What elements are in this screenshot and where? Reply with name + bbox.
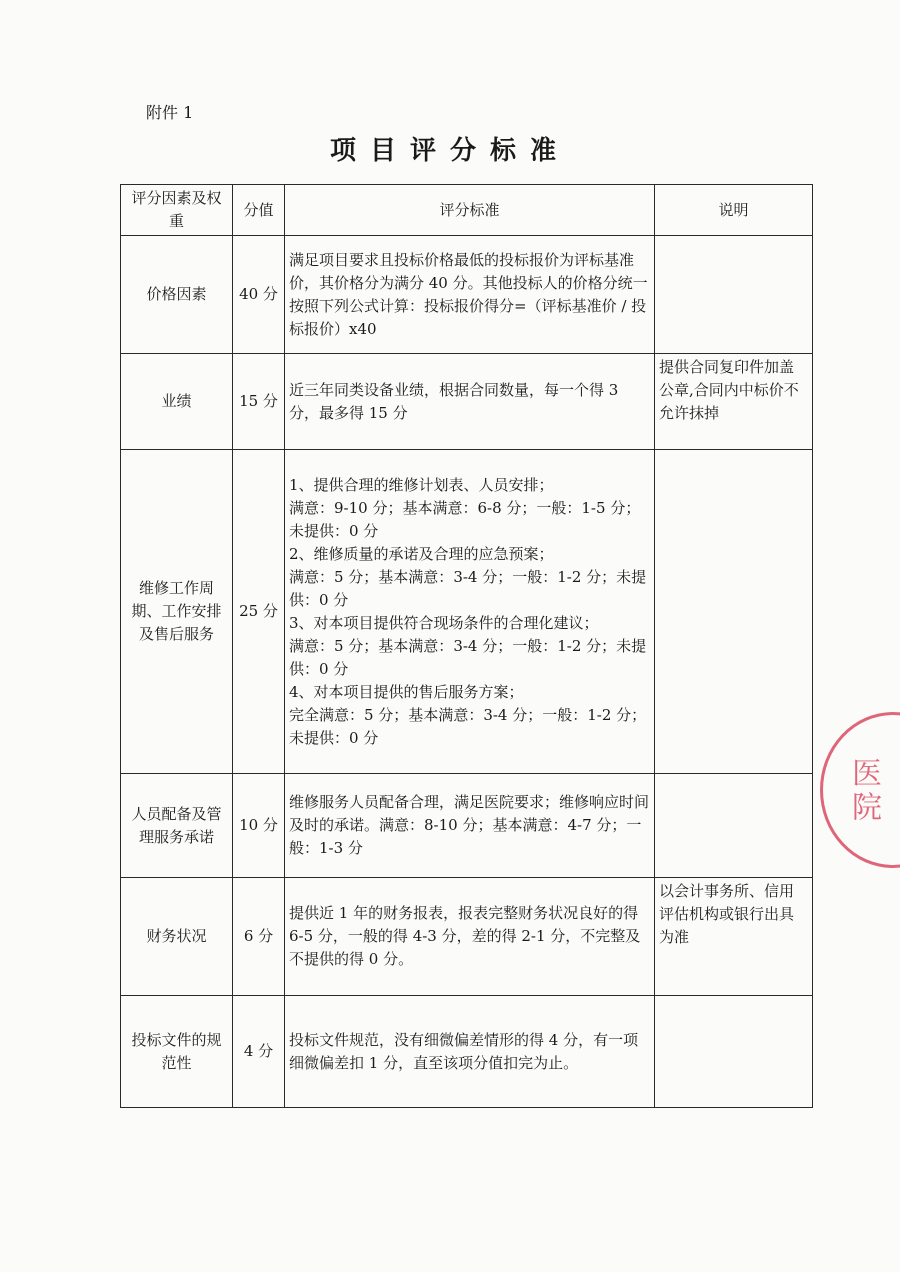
note-cell xyxy=(655,774,813,878)
criteria-line: 完全满意：5 分；基本满意：3-4 分；一般：1-2 分；未提供：0 分 xyxy=(289,705,647,747)
criteria-line: 满意：5 分；基本满意：3-4 分；一般：1-2 分；未提供：0 分 xyxy=(289,567,647,609)
criteria-line: 维修服务人员配备合理，满足医院要求；维修响应时间及时的承诺。满意：8-10 分；基本满意：4-7 分；一般：1-3 分 xyxy=(289,793,650,857)
table-row xyxy=(121,996,813,1108)
table-row xyxy=(121,774,813,878)
table-row xyxy=(121,450,813,774)
points-cell: 6 分 xyxy=(233,878,285,996)
header-criteria: 评分标准 xyxy=(285,185,655,236)
table-row xyxy=(121,236,813,354)
note-cell: 以会计事务所、信用评估机构或银行出具为准 xyxy=(655,878,813,996)
note-cell xyxy=(655,996,813,1108)
note-cell: 提供合同复印件加盖公章,合同内中标价不允许抹掉 xyxy=(655,354,813,450)
factor-cell: 投标文件的规范性 xyxy=(121,996,233,1108)
table-row xyxy=(121,878,813,996)
criteria-line: 2、维修质量的承诺及合理的应急预案； xyxy=(289,544,554,563)
criteria-line: 3、对本项目提供符合现场条件的合理化建议； xyxy=(289,613,599,632)
criteria-line: 近三年同类设备业绩，根据合同数量，每一个得 3 分，最多得 15 分 xyxy=(289,380,619,422)
page-title: 项目评分标准 xyxy=(329,136,570,166)
scoring-table xyxy=(120,184,813,1108)
criteria-line: 1、提供合理的维修计划表、人员安排； xyxy=(289,475,554,494)
points-cell: 40 分 xyxy=(233,236,285,354)
criteria-cell xyxy=(285,996,655,1108)
header-factor: 评分因素及权重 xyxy=(121,185,233,236)
factor-cell: 维修工作周期、工作安排及售后服务 xyxy=(121,450,233,774)
factor-cell: 价格因素 xyxy=(121,236,233,354)
header-note: 说明 xyxy=(655,185,813,236)
factor-cell: 业绩 xyxy=(121,354,233,450)
criteria-cell xyxy=(285,774,655,878)
criteria-line: 4、对本项目提供的售后服务方案； xyxy=(289,682,524,701)
criteria-line: 提供近 1 年的财务报表，报表完整财务状况良好的得 6-5 分，一般的得 4-3 分，差的得 2-1 分，不完整及不提供的得 0 分。 xyxy=(289,904,641,968)
criteria-line: 满足项目要求且投标价格最低的投标报价为评标基准价，其价格分为满分 40 分。其他投标人的价格分统一按照下列公式计算：投标报价得分=（评标基准价 / 投标报价）x40 xyxy=(289,250,648,338)
criteria-cell xyxy=(285,354,655,450)
points-cell: 10 分 xyxy=(233,774,285,878)
points-cell: 15 分 xyxy=(233,354,285,450)
table-row xyxy=(121,354,813,450)
criteria-line: 投标文件规范，没有细微偏差情形的得 4 分，有一项细微偏差扣 1 分，直至该项分值扣完为止。 xyxy=(289,1030,639,1072)
header-points: 分值 xyxy=(233,185,285,236)
points-cell: 4 分 xyxy=(233,996,285,1108)
attachment-label: 附件 1 xyxy=(146,103,194,122)
note-cell xyxy=(655,450,813,774)
criteria-cell xyxy=(285,450,655,774)
note-cell xyxy=(655,236,813,354)
points-cell: 25 分 xyxy=(233,450,285,774)
criteria-cell xyxy=(285,236,655,354)
criteria-cell xyxy=(285,878,655,996)
red-seal-stamp: 医院 xyxy=(820,712,900,868)
criteria-line: 满意：9-10 分；基本满意：6-8 分；一般：1-5 分；未提供：0 分 xyxy=(289,498,641,540)
factor-cell: 人员配备及管理服务承诺 xyxy=(121,774,233,878)
criteria-line: 满意：5 分；基本满意：3-4 分；一般：1-2 分；未提供：0 分 xyxy=(289,636,647,678)
factor-cell: 财务状况 xyxy=(121,878,233,996)
